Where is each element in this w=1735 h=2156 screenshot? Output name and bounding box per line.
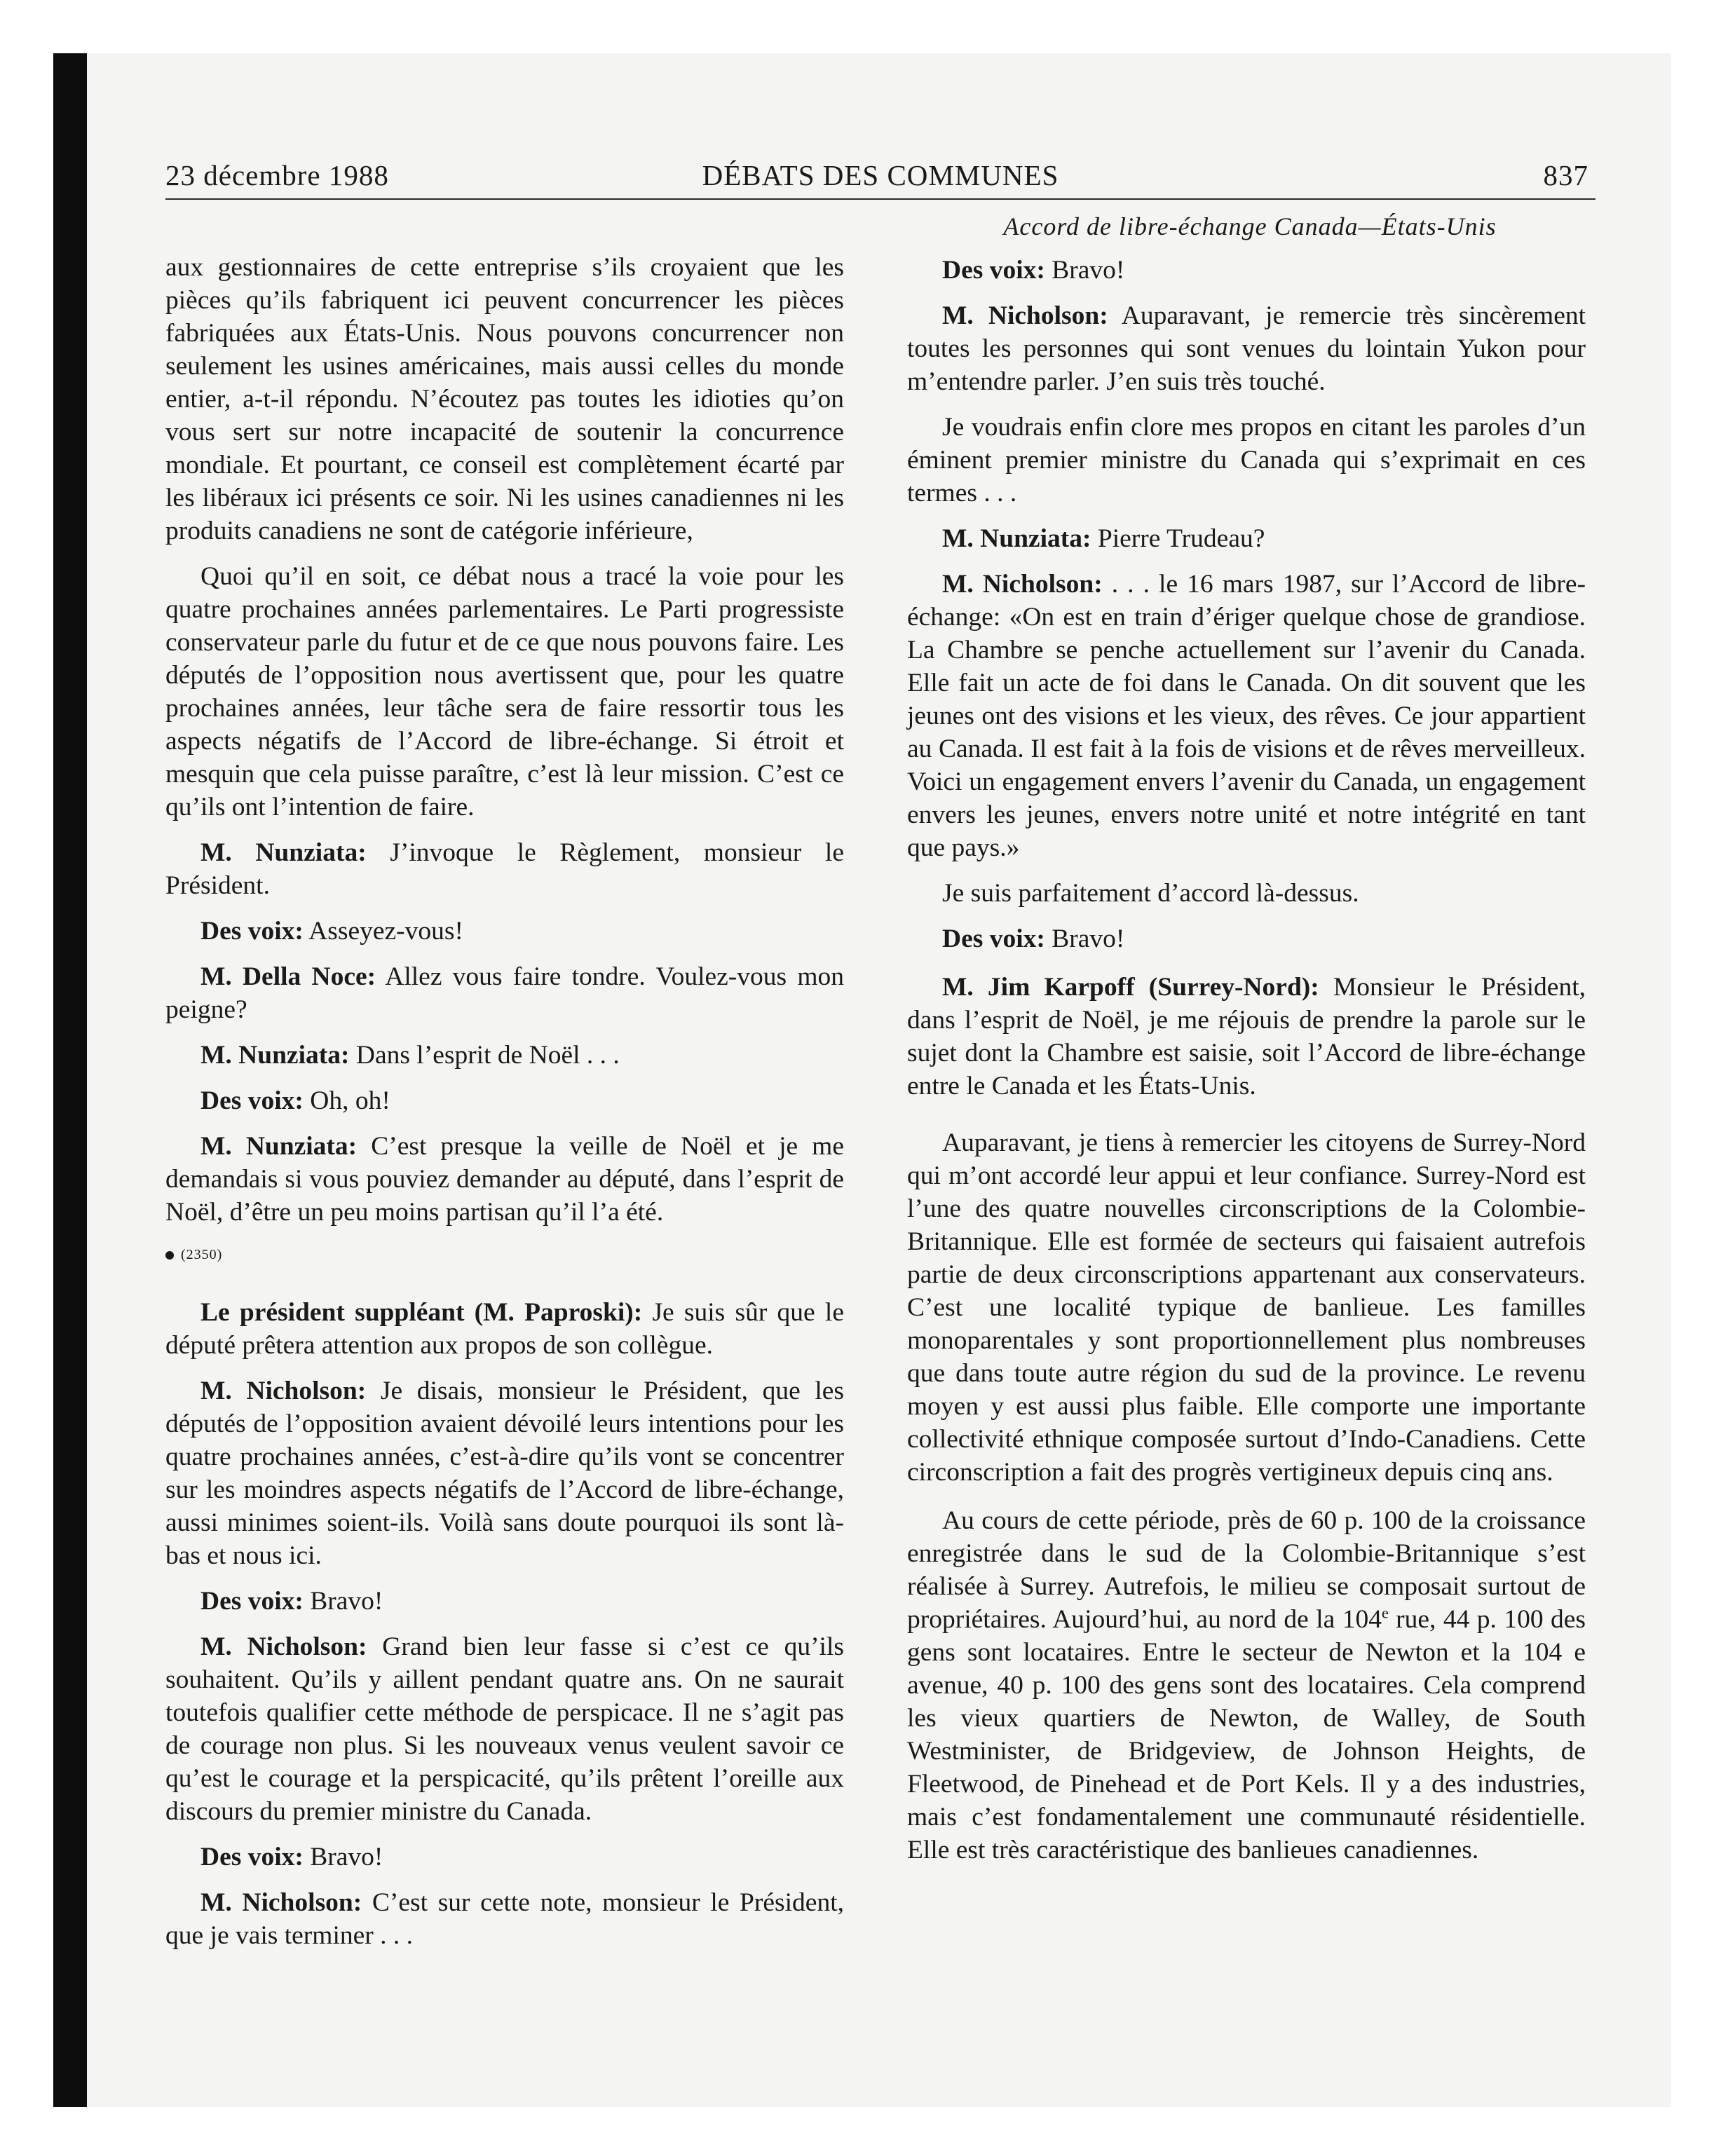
speech: M. Nunziata: J’invoque le Règlement, monsieur le Président. — [165, 838, 844, 900]
speech: M. Nicholson: Auparavant, je remercie très sincèrement toutes les personnes qui sont venues du lointain Yukon pour m’entendre parler. J’en suis très touché. — [907, 301, 1586, 396]
header-rule — [165, 198, 1595, 200]
speaker-name: Des voix: — [200, 1843, 304, 1871]
speaker-name: M. Nicholson: — [200, 1377, 367, 1405]
speech: M. Nicholson: Je disais, monsieur le Président, que les députés de l’opposition avaient dévoilé leurs intentions pour les quatre prochaines années, c’est-à-dire qu’ils vont se concentrer sur les moindres aspects négatifs de l’Accord de libre-échange, aussi minimes soient-ils. Voilà sans doute pourquoi ils sont là-bas et nous ici. — [165, 1377, 844, 1570]
speaker-name: M. Jim Karpoff (Surrey-Nord): — [942, 973, 1319, 1002]
paragraph: Je voudrais enfin clore mes propos en citant les paroles d’un éminent premier ministre du Canada qui s’exprimait en ces termes . . . — [907, 413, 1586, 507]
speaker-name: M. Nunziata: — [942, 524, 1091, 553]
speech: M. Nunziata: C’est presque la veille de Noël et je me demandais si vous pouviez demander au député, dans l’esprit de Noël, d’être un peu moins partisan qu’il l’a été. — [165, 1132, 844, 1227]
bullet-icon — [165, 1251, 174, 1260]
page-number: 837 — [1543, 159, 1588, 191]
speaker-name: Des voix: — [942, 256, 1045, 285]
speech: M. Nunziata: Dans l’esprit de Noël . . . — [200, 1041, 620, 1070]
header-date: 23 décembre 1988 — [165, 159, 389, 191]
speech: M. Nicholson: Grand bien leur fasse si c’est ce qu’ils souhaitent. Qu’ils y aillent pendant quatre ans. On ne saurait toutefois qualifier cette méthode de perspicace. Il ne s’agit pas de courage non plus. Si les nouveaux venus veulent savoir ce qu’est le courage et la perspicacité, qu’ils prêtent l’oreille aux discours du premier ministre du Canada. — [165, 1632, 844, 1826]
speaker-name: M. Nunziata: — [200, 1132, 358, 1161]
speech: M. Della Noce: Allez vous faire tondre. Voulez-vous mon peigne? — [165, 962, 844, 1024]
paragraph: Quoi qu’il en soit, ce débat nous a tracé la voie pour les quatre prochaines années parlementaires. Le Parti progressiste conservateur parle du futur et de ce que nous pouvons faire. Les députés de l’opposition nous avertissent que, pour les quatre prochaines années, leur tâche sera de faire ressortir tous les aspects négatifs de l’Accord de libre-échange. Si étroit et mesquin que cela puisse paraître, c’est là leur mission. C’est ce qu’ils ont l’intention de faire. — [165, 562, 844, 821]
scan-edge — [53, 53, 87, 2107]
paragraph: Auparavant, je tiens à remercier les citoyens de Surrey-Nord qui m’ont accordé leur appui et leur confiance. Surrey-Nord est l’une des quatre nouvelles circonscriptions de la Colombie-Britannique. Elle est formée de secteurs qui faisaient autrefois partie de deux circonscriptions appartenant aux conservateurs. C’est une localité typique de banlieue. Les familles monoparentales y sont proportionnellement plus nombreuses que dans toute autre région du sud de la province. Le revenu moyen y est aussi plus faible. Elle comporte une importante collectivité ethnique composée surtout d’Indo-Canadiens. Cette circonscription a fait des progrès vertigineux depuis cinq ans. — [907, 1128, 1586, 1487]
speaker-name: Des voix: — [200, 1587, 304, 1616]
speech: M. Nunziata: Pierre Trudeau? — [942, 524, 1265, 553]
speech: Des voix: Bravo! — [942, 256, 1125, 285]
speaker-name: M. Nicholson: — [942, 301, 1108, 330]
speech: Des voix: Bravo! — [200, 1587, 383, 1616]
paragraph: Au cours de cette période, près de 60 p. 100 de la croissance enregistrée dans le sud de la Colombie-Britannique s’est réalisée à Surrey. Autrefois, le milieu se composait surtout de propriétaires. Aujourd’hui, au nord de la 104e rue, 44 p. 100 des gens sont locataires. Entre le secteur de Newton et la 104 e avenue, 40 p. 100 des gens sont des locataires. Cela comprend les vieux quartiers de Newton, de Walley, de South Westminister, de Bridgeview, de Johnson Heights, de Fleetwood, de Pinehead et de Port Kels. Il y a des industries, mais c’est fondamentalement une communauté résidentielle. Elle est très caractéristique des banlieues canadiennes. — [907, 1506, 1586, 1864]
speaker-name: Des voix: — [200, 1086, 304, 1115]
speaker-name: M. Della Noce: — [200, 962, 376, 991]
speech: Des voix: Bravo! — [942, 925, 1125, 953]
speaker-name: M. Nicholson: — [942, 570, 1103, 599]
header-title: DÉBATS DES COMMUNES — [702, 159, 1059, 191]
running-head: Accord de libre-échange Canada—États-Unis — [1003, 212, 1497, 240]
speech: M. Nicholson: . . . le 16 mars 1987, sur l’Accord de libre-échange: «On est en train d’ériger quelque chose de grandiose. La Chambre se penche actuellement sur l’avenir du Canada. Elle fait un acte de foi dans le Canada. On dit souvent que les jeunes ont des visions et les vieux, des rêves. Ce jour appartient au Canada. Il est fait à la fois de visions et de rêves merveilleux. Voici un engagement envers l’avenir du Canada, un engagement envers les jeunes, envers notre unité et notre intégrité en tant que pays.» — [907, 570, 1586, 862]
speech: Le président suppléant (M. Paproski): Je suis sûr que le député prêtera attention aux propos de son collègue. — [165, 1298, 844, 1360]
paragraph: aux gestionnaires de cette entreprise s’ils croyaient que les pièces qu’ils fabriquent ici peuvent concurrencer les pièces fabriquées aux États-Unis. Nous pouvons concurrencer non seulement les usines américaines, mais aussi celles du monde entier, a-t-il répondu. N’écoutez pas toutes les idioties qu’on vous sert sur notre incapacité de soutenir la concurrence mondiale. Et pourtant, ce conseil est complètement écarté par les libéraux ici présents ce soir. Ni les usines canadiennes ni les produits canadiens ne sont de catégorie inférieure, — [165, 253, 844, 545]
speech: M. Jim Karpoff (Surrey-Nord): Monsieur le Président, dans l’esprit de Noël, je me réjouis de prendre la parole sur le sujet dont la Chambre est saisie, soit l’Accord de libre-échange entre le Canada et les États-Unis. — [907, 973, 1586, 1100]
superscript: e — [1381, 1604, 1389, 1622]
speaker-name: M. Nunziata: — [200, 1041, 350, 1070]
speaker-name: Le président suppléant (M. Paproski): — [200, 1298, 643, 1327]
speaker-name: M. Nicholson: — [200, 1632, 367, 1661]
left-column — [165, 251, 844, 1965]
speaker-name: Des voix: — [942, 925, 1045, 953]
speech: M. Nicholson: C’est sur cette note, monsieur le Président, que je vais terminer . . . — [165, 1888, 844, 1950]
right-column — [907, 254, 1586, 1879]
speech: Des voix: Asseyez-vous! — [200, 917, 463, 946]
speaker-name: Des voix: — [200, 917, 304, 946]
speech: Des voix: Oh, oh! — [200, 1086, 390, 1115]
speaker-name: M. Nunziata: — [200, 838, 367, 867]
paragraph: Je suis parfaitement d’accord là-dessus. — [942, 879, 1359, 908]
speech: Des voix: Bravo! — [200, 1843, 383, 1871]
page-header — [165, 158, 1595, 198]
speaker-name: M. Nicholson: — [200, 1888, 362, 1917]
time-marker: (2350) — [165, 1244, 844, 1265]
